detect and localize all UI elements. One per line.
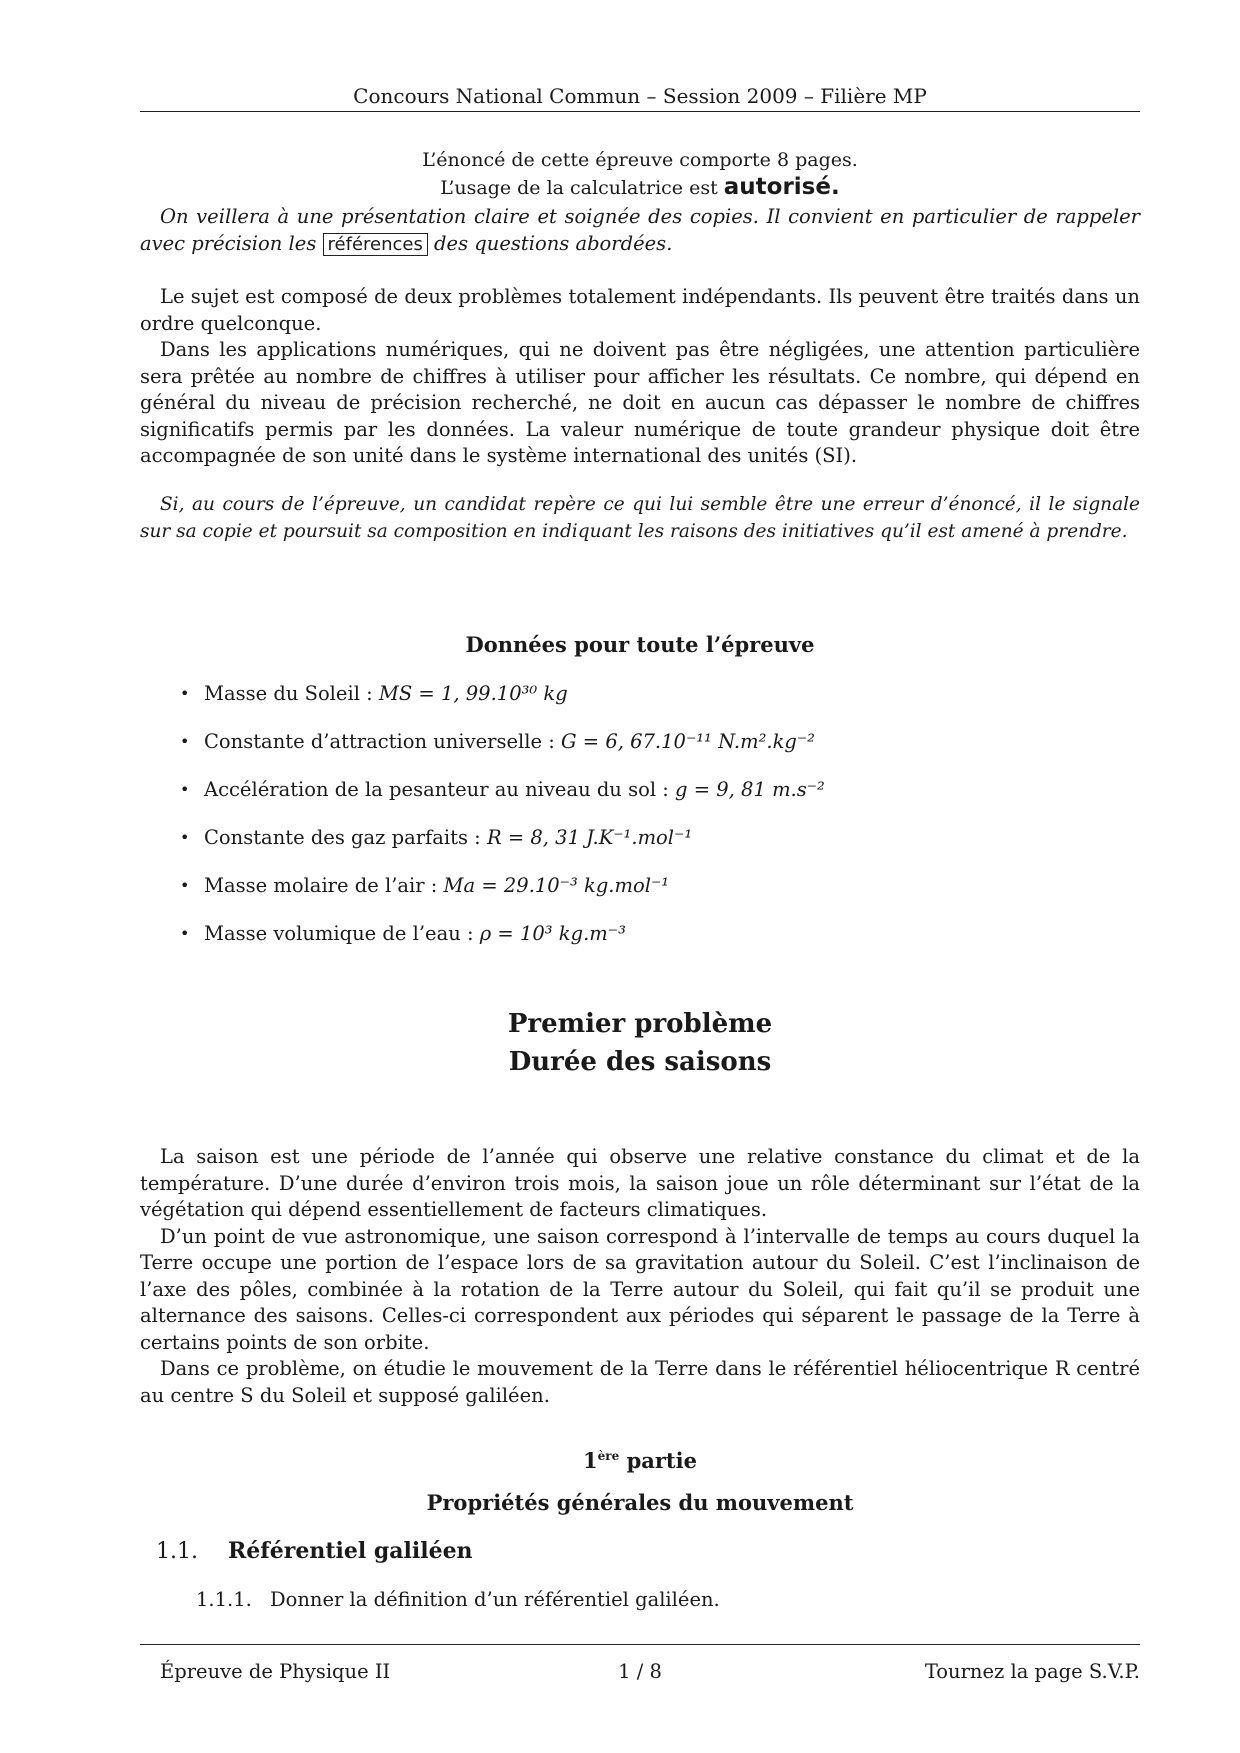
list-item — [180, 862, 1080, 910]
footer-turn-page: Tournez la page S.V.P. — [924, 1660, 1140, 1683]
part-number-suffix: ère — [597, 1449, 620, 1463]
data-formula: g = 9, 81 m.s⁻² — [675, 778, 825, 801]
data-label: Constante des gaz parfaits : — [204, 826, 487, 849]
bullet-icon: • — [180, 732, 190, 751]
data-formula: G = 6, 67.10⁻¹¹ N.m².kg⁻² — [561, 730, 815, 753]
general-paragraph-1: Le sujet est composé de deux problèmes totalement indépendants. Ils peuvent être traités dans un ordre quelconque. — [140, 285, 1140, 335]
error-note — [140, 492, 1140, 545]
data-label: Accélération de la pesanteur au niveau du sol : — [204, 778, 676, 801]
section-title: Référentiel galiléen — [228, 1538, 473, 1564]
problem-title-line1: Premier problème — [507, 1009, 773, 1039]
problem-intro — [140, 1144, 1140, 1409]
bullet-icon: • — [180, 876, 190, 895]
general-text — [140, 284, 1140, 470]
data-formula: R = 8, 31 J.K⁻¹.mol⁻¹ — [486, 826, 693, 849]
page-header: Concours National Commun – Session 2009 – Filière MP — [140, 84, 1140, 112]
data-label: Constante d’attraction universelle : — [204, 730, 561, 753]
general-paragraph-2: Dans les applications numériques, qui ne doivent pas être négligées, une attention particulière sera prêtée au nombre de chiffres à utiliser pour afficher les résultats. Ce nombre, qui dépend en général du niveau de précision recherché, ne doit en aucun cas dépasser le nombre de chiffres significatifs permis par les données. La valeur numérique de toute grandeur physique doit être accompagnée de son unité dans le système international des unités (SI). — [140, 338, 1140, 467]
data-list — [180, 670, 1080, 958]
bullet-icon: • — [180, 828, 190, 847]
instructions-part1: On veillera à une présentation claire et soignée des copies. Il convient en particulier de rappeler avec précision les — [140, 205, 1140, 255]
calculator-line — [140, 174, 1140, 202]
question-text: Donner la définition d’un référentiel galiléen. — [270, 1588, 720, 1611]
data-label: Masse volumique de l’eau : — [204, 922, 480, 945]
data-section-title: Données pour toute l’épreuve — [465, 632, 815, 657]
bullet-icon: • — [180, 684, 190, 703]
problem-title-line2: Durée des saisons — [508, 1047, 772, 1077]
data-formula: MS = 1, 99.10³⁰ kg — [378, 682, 568, 705]
part-heading — [140, 1448, 1140, 1473]
data-label: Masse du Soleil : — [204, 682, 379, 705]
footer-page-number: 1 / 8 — [618, 1660, 662, 1683]
list-item — [180, 910, 1080, 958]
footer-divider — [140, 1644, 1140, 1645]
intro-block — [140, 147, 1140, 202]
part-word: partie — [626, 1448, 697, 1473]
problem-paragraph-2: D’un point de vue astronomique, une saison correspond à l’intervalle de temps au cours duquel la Terre occupe une portion de l’espace lors de sa gravitation autour du Soleil. C’est l’inclinaison de l’axe des pôles, combinée à la rotation de la Terre autour du Soleil, qui fait qu’il se produit une alternance des saisons. Celles-ci correspondent aux périodes qui séparent le passage de la Terre à certains points de son orbite. — [140, 1224, 1140, 1354]
section-number: 1.1. — [156, 1539, 198, 1564]
error-note-text: Si, au cours de l’épreuve, un candidat repère ce qui lui semble être une erreur d’énoncé, il le signale sur sa copie et poursuit sa composition en indiquant les raisons des initiatives qu’il est amené à prendre. — [140, 494, 1140, 542]
boxed-references: références — [323, 233, 428, 256]
list-item — [180, 814, 1080, 862]
list-item — [180, 670, 1080, 718]
problem-paragraph-1: La saison est une période de l’année qui observe une relative constance du climat et de la température. D’une durée d’environ trois mois, la saison joue un rôle déterminant sur l’état de la végétation qui dépend essentiellement de facteurs climatiques. — [140, 1145, 1140, 1221]
footer-exam-name: Épreuve de Physique II — [160, 1660, 391, 1683]
instructions-part2: des questions abordées. — [427, 231, 673, 255]
question-1-1-1 — [196, 1588, 720, 1611]
calculator-authorized: autorisé. — [723, 174, 840, 200]
data-formula: Ma = 29.10⁻³ kg.mol⁻¹ — [443, 874, 670, 897]
instructions-paragraph — [140, 204, 1140, 258]
section-1-1-heading — [156, 1538, 473, 1564]
list-item — [180, 766, 1080, 814]
data-formula: ρ = 10³ kg.m⁻³ — [479, 922, 626, 945]
question-number: 1.1.1. — [196, 1588, 252, 1611]
bullet-icon: • — [180, 924, 190, 943]
list-item — [180, 718, 1080, 766]
part-title: Propriétés générales du mouvement — [426, 1490, 854, 1515]
problem-title — [140, 1005, 1140, 1081]
part-number: 1 — [583, 1448, 598, 1473]
bullet-icon: • — [180, 780, 190, 799]
data-label: Masse molaire de l’air : — [204, 874, 444, 897]
page-count-line: L’énoncé de cette épreuve comporte 8 pages. — [422, 149, 858, 171]
calculator-line-prefix: L’usage de la calculatrice est — [440, 177, 724, 199]
problem-paragraph-3: Dans ce problème, on étudie le mouvement de la Terre dans le référentiel héliocentrique R centré au centre S du Soleil et supposé galiléen. — [140, 1357, 1140, 1407]
